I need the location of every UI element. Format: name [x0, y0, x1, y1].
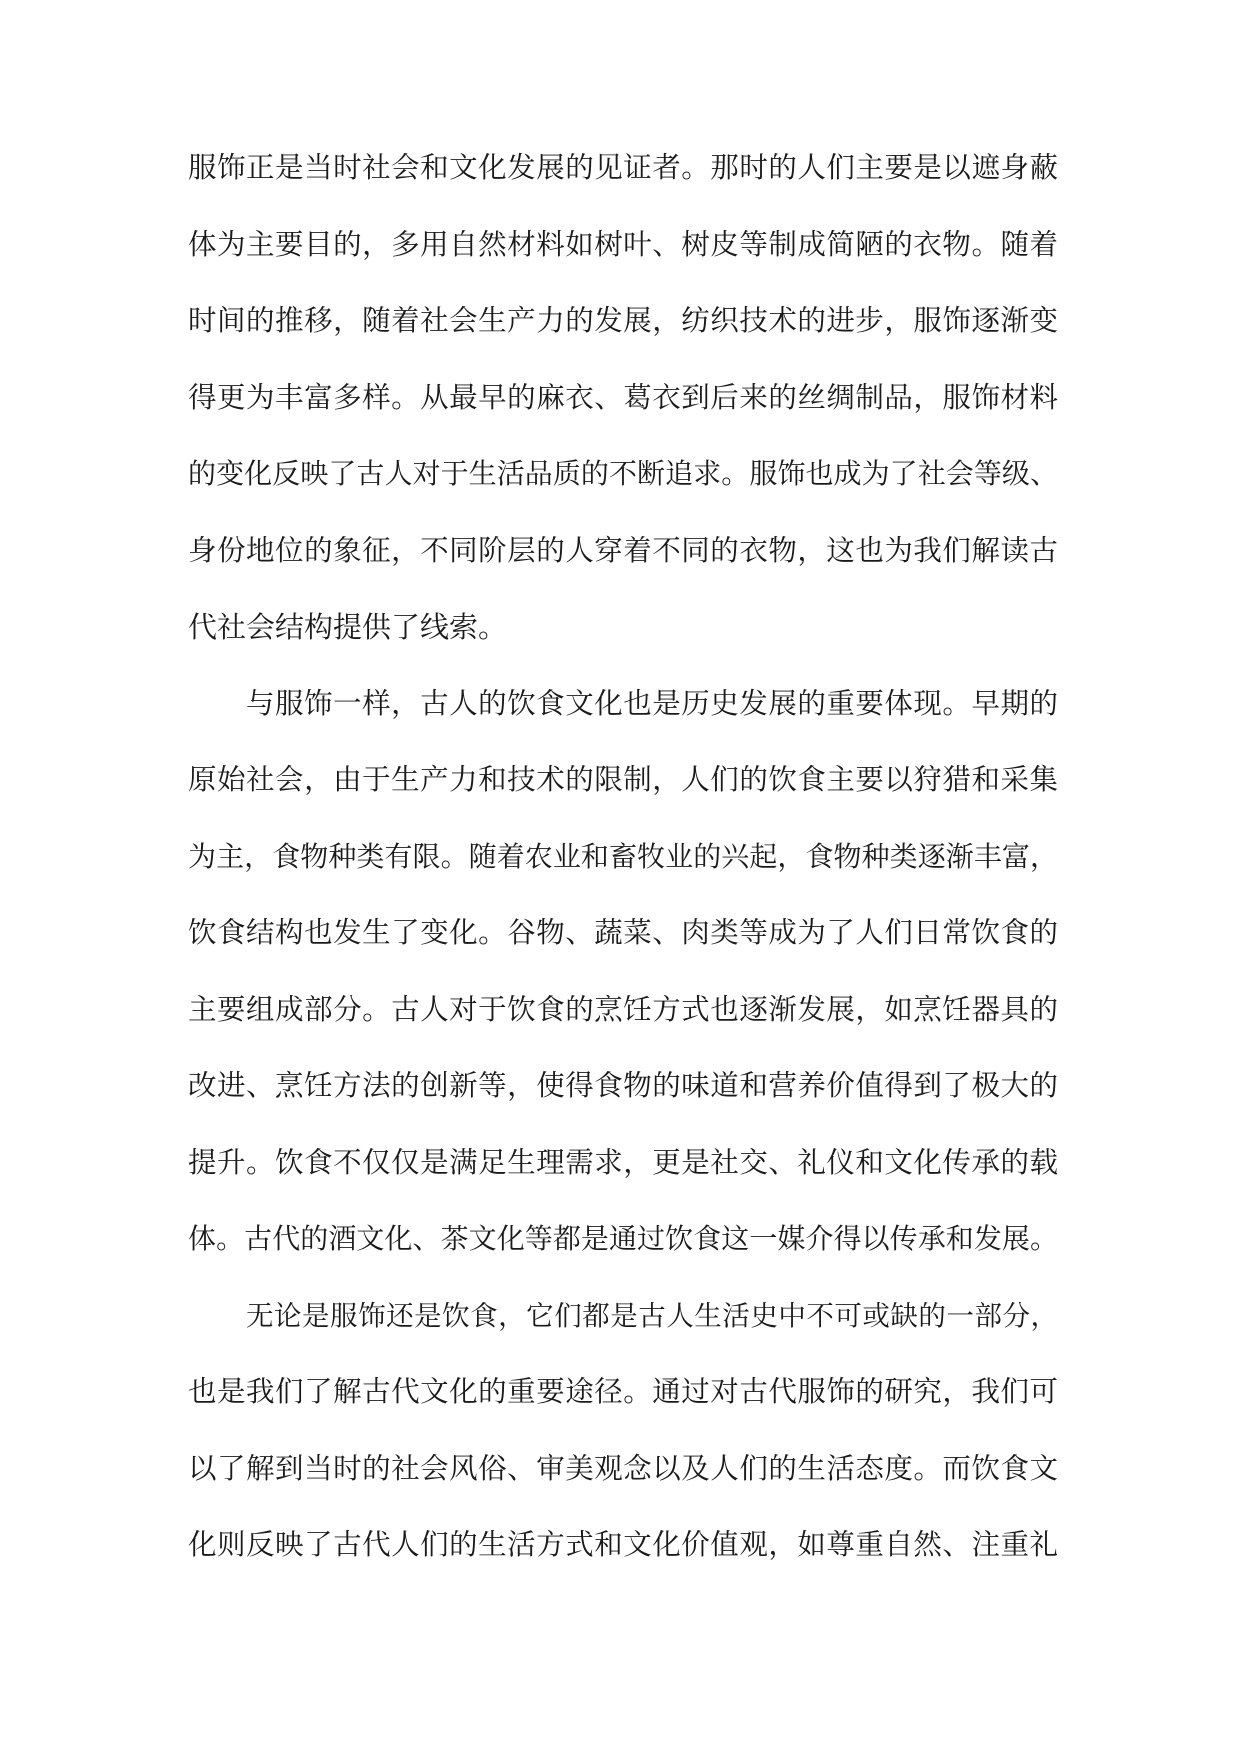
text-line: 饮食结构也发生了变化。谷物、蔬菜、肉类等成为了人们日常饮食的 — [188, 916, 1058, 949]
text-line: 化则反映了古代人们的生活方式和文化价值观，如尊重自然、注重礼 — [188, 1528, 1058, 1561]
text-line: 身份地位的象征，不同阶层的人穿着不同的衣物，这也为我们解读古 — [188, 533, 1058, 567]
text-line: 主要组成部分。古人对于饮食的烹饪方式也逐渐发展，如烹饪器具的 — [188, 992, 1058, 1026]
text-line: 以了解到当时的社会风俗、审美观念以及人们的生活态度。而饮食文 — [188, 1451, 1058, 1485]
text-line: 无论是服饰还是饮食，它们都是古人生活史中不可或缺的一部分， — [246, 1299, 1058, 1332]
text-line: 体为主要目的，多用自然材料如树叶、树皮等制成简陋的衣物。随着 — [188, 227, 1058, 261]
text-line: 服饰正是当时社会和文化发展的见证者。那时的人们主要是以遮身蔽 — [188, 151, 1058, 184]
text-line: 代社会结构提供了线索。 — [188, 610, 508, 644]
text-line: 时间的推移，随着社会生产力的发展，纺织技术的进步，服饰逐渐变 — [188, 304, 1058, 337]
text-line: 原始社会，由于生产力和技术的限制，人们的饮食主要以狩猎和采集 — [188, 763, 1058, 796]
text-line: 提升。饮食不仅仅是满足生理需求，更是社交、礼仪和文化传承的载 — [188, 1145, 1058, 1179]
text-line: 与服饰一样，古人的饮食文化也是历史发展的重要体现。早期的 — [246, 686, 1058, 720]
text-line: 为主，食物种类有限。随着农业和畜牧业的兴起，食物种类逐渐丰富， — [188, 839, 1058, 873]
text-line: 得更为丰富多样。从最早的麻衣、葛衣到后来的丝绸制品，服饰材料 — [188, 380, 1058, 414]
text-line: 的变化反映了古人对于生活品质的不断追求。服饰也成为了社会等级、 — [188, 457, 1058, 490]
text-line: 也是我们了解古代文化的重要途径。通过对古代服饰的研究，我们可 — [188, 1375, 1058, 1408]
body-text — [188, 139, 1058, 1593]
text-line: 体。古代的酒文化、茶文化等都是通过饮食这一媒介得以传承和发展。 — [188, 1222, 1058, 1255]
text-line: 改进、烹饪方法的创新等，使得食物的味道和营养价值得到了极大的 — [188, 1069, 1058, 1102]
